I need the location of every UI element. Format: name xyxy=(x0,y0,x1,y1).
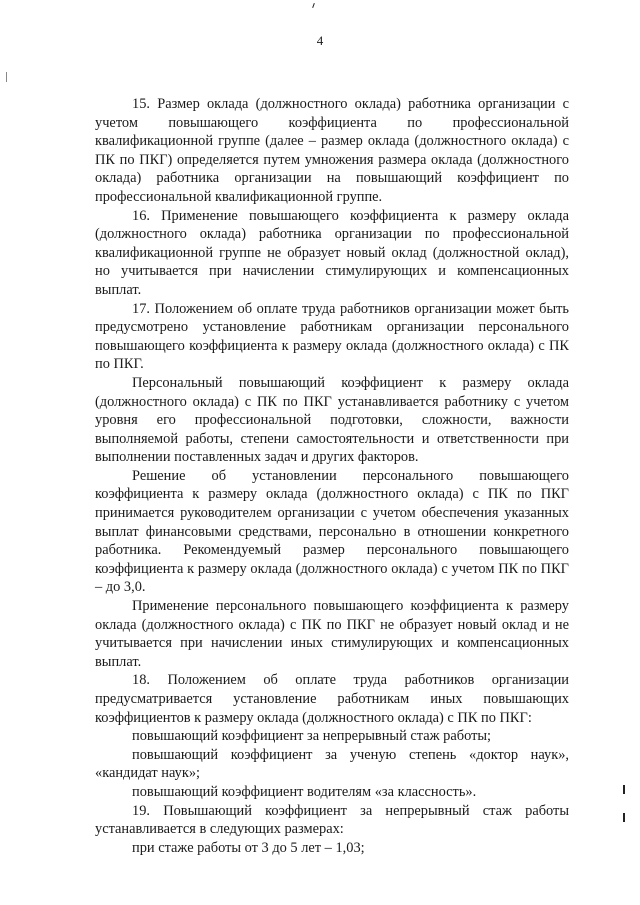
scan-mark-right-1 xyxy=(623,785,625,794)
list-item-academic-degree: повышающий коэффициент за ученую степень «доктор наук», «кандидат наук»; xyxy=(95,746,569,782)
paragraph-16: 16. Применение повышающего коэффициента к размеру оклада (должностного оклада) работника организации по профессиональной квалификационной группе не образует новый оклад (должностной оклад), но учитывается при начислении стимулирующих и компенсационных выплат. xyxy=(95,207,569,298)
paragraph-17-personal-coefficient: Персональный повышающий коэффициент к размеру оклада (должностного оклада) с ПК по ПКГ устанавливается работнику с учетом уровня его профессиональной подготовки, сложности, важности выполняемой работы, степени самостоятельности и ответственности при выполнении поставленных задач и других факторов. xyxy=(95,374,569,466)
paragraph-18: 18. Положением об оплате труда работников организации предусматривается установление работникам иных повышающих коэффициентов к размеру оклада (должностного оклада) с ПК по ПКГ: xyxy=(95,672,569,726)
scan-mark-left xyxy=(6,72,7,82)
list-item-service-3-5-years: при стаже работы от 3 до 5 лет – 1,03; xyxy=(132,839,365,856)
list-item-continuous-service: повышающий коэффициент за непрерывный стаж работы; xyxy=(132,728,492,745)
paragraph-17-decision: Решение об установлении персонального повышающего коэффициента к размеру оклада (должностного оклада) с ПК по ПКГ принимается руководителем организации с учетом обеспечения указанных выплат финансовыми средствами, персонально в отношении конкретного работника. Рекомендуемый размер персонального повышающего коэффициента к размеру оклада (должностного оклада) с учетом ПК по ПКГ – до 3,0. xyxy=(95,467,569,596)
paragraph-15: 15. Размер оклада (должностного оклада) работника организации с учетом повышающего коэффициента по профессиональной квалификационной группе (далее – размер оклада (должностного оклада) с ПК по ПКГ) определяется путем умножения размера оклада (должностного оклада) работника организации на повышающий коэффициент по профессиональной квалификационной группе. xyxy=(95,96,569,205)
document-body xyxy=(95,95,569,857)
paragraph-17-application: Применение персонального повышающего коэффициента к размеру оклада (должностного оклада) с ПК по ПКГ не образует новый оклад и не учитывается при начислении иных стимулирующих и компенсационных выплат. xyxy=(95,598,569,670)
list-item-driver-class: повышающий коэффициент водителям «за классность». xyxy=(132,783,477,800)
paragraph-19: 19. Повышающий коэффициент за непрерывный стаж работы устанавливается в следующих размерах: xyxy=(95,802,569,838)
scan-mark-right-2 xyxy=(623,813,625,822)
paragraph-17: 17. Положением об оплате труда работников организации может быть предусмотрено установление работникам организации персонального повышающего коэффициента к размеру оклада (должностного оклада) с ПК по ПКГ. xyxy=(95,300,569,373)
scan-mark-top xyxy=(312,3,315,8)
page-number: 4 xyxy=(316,33,324,48)
